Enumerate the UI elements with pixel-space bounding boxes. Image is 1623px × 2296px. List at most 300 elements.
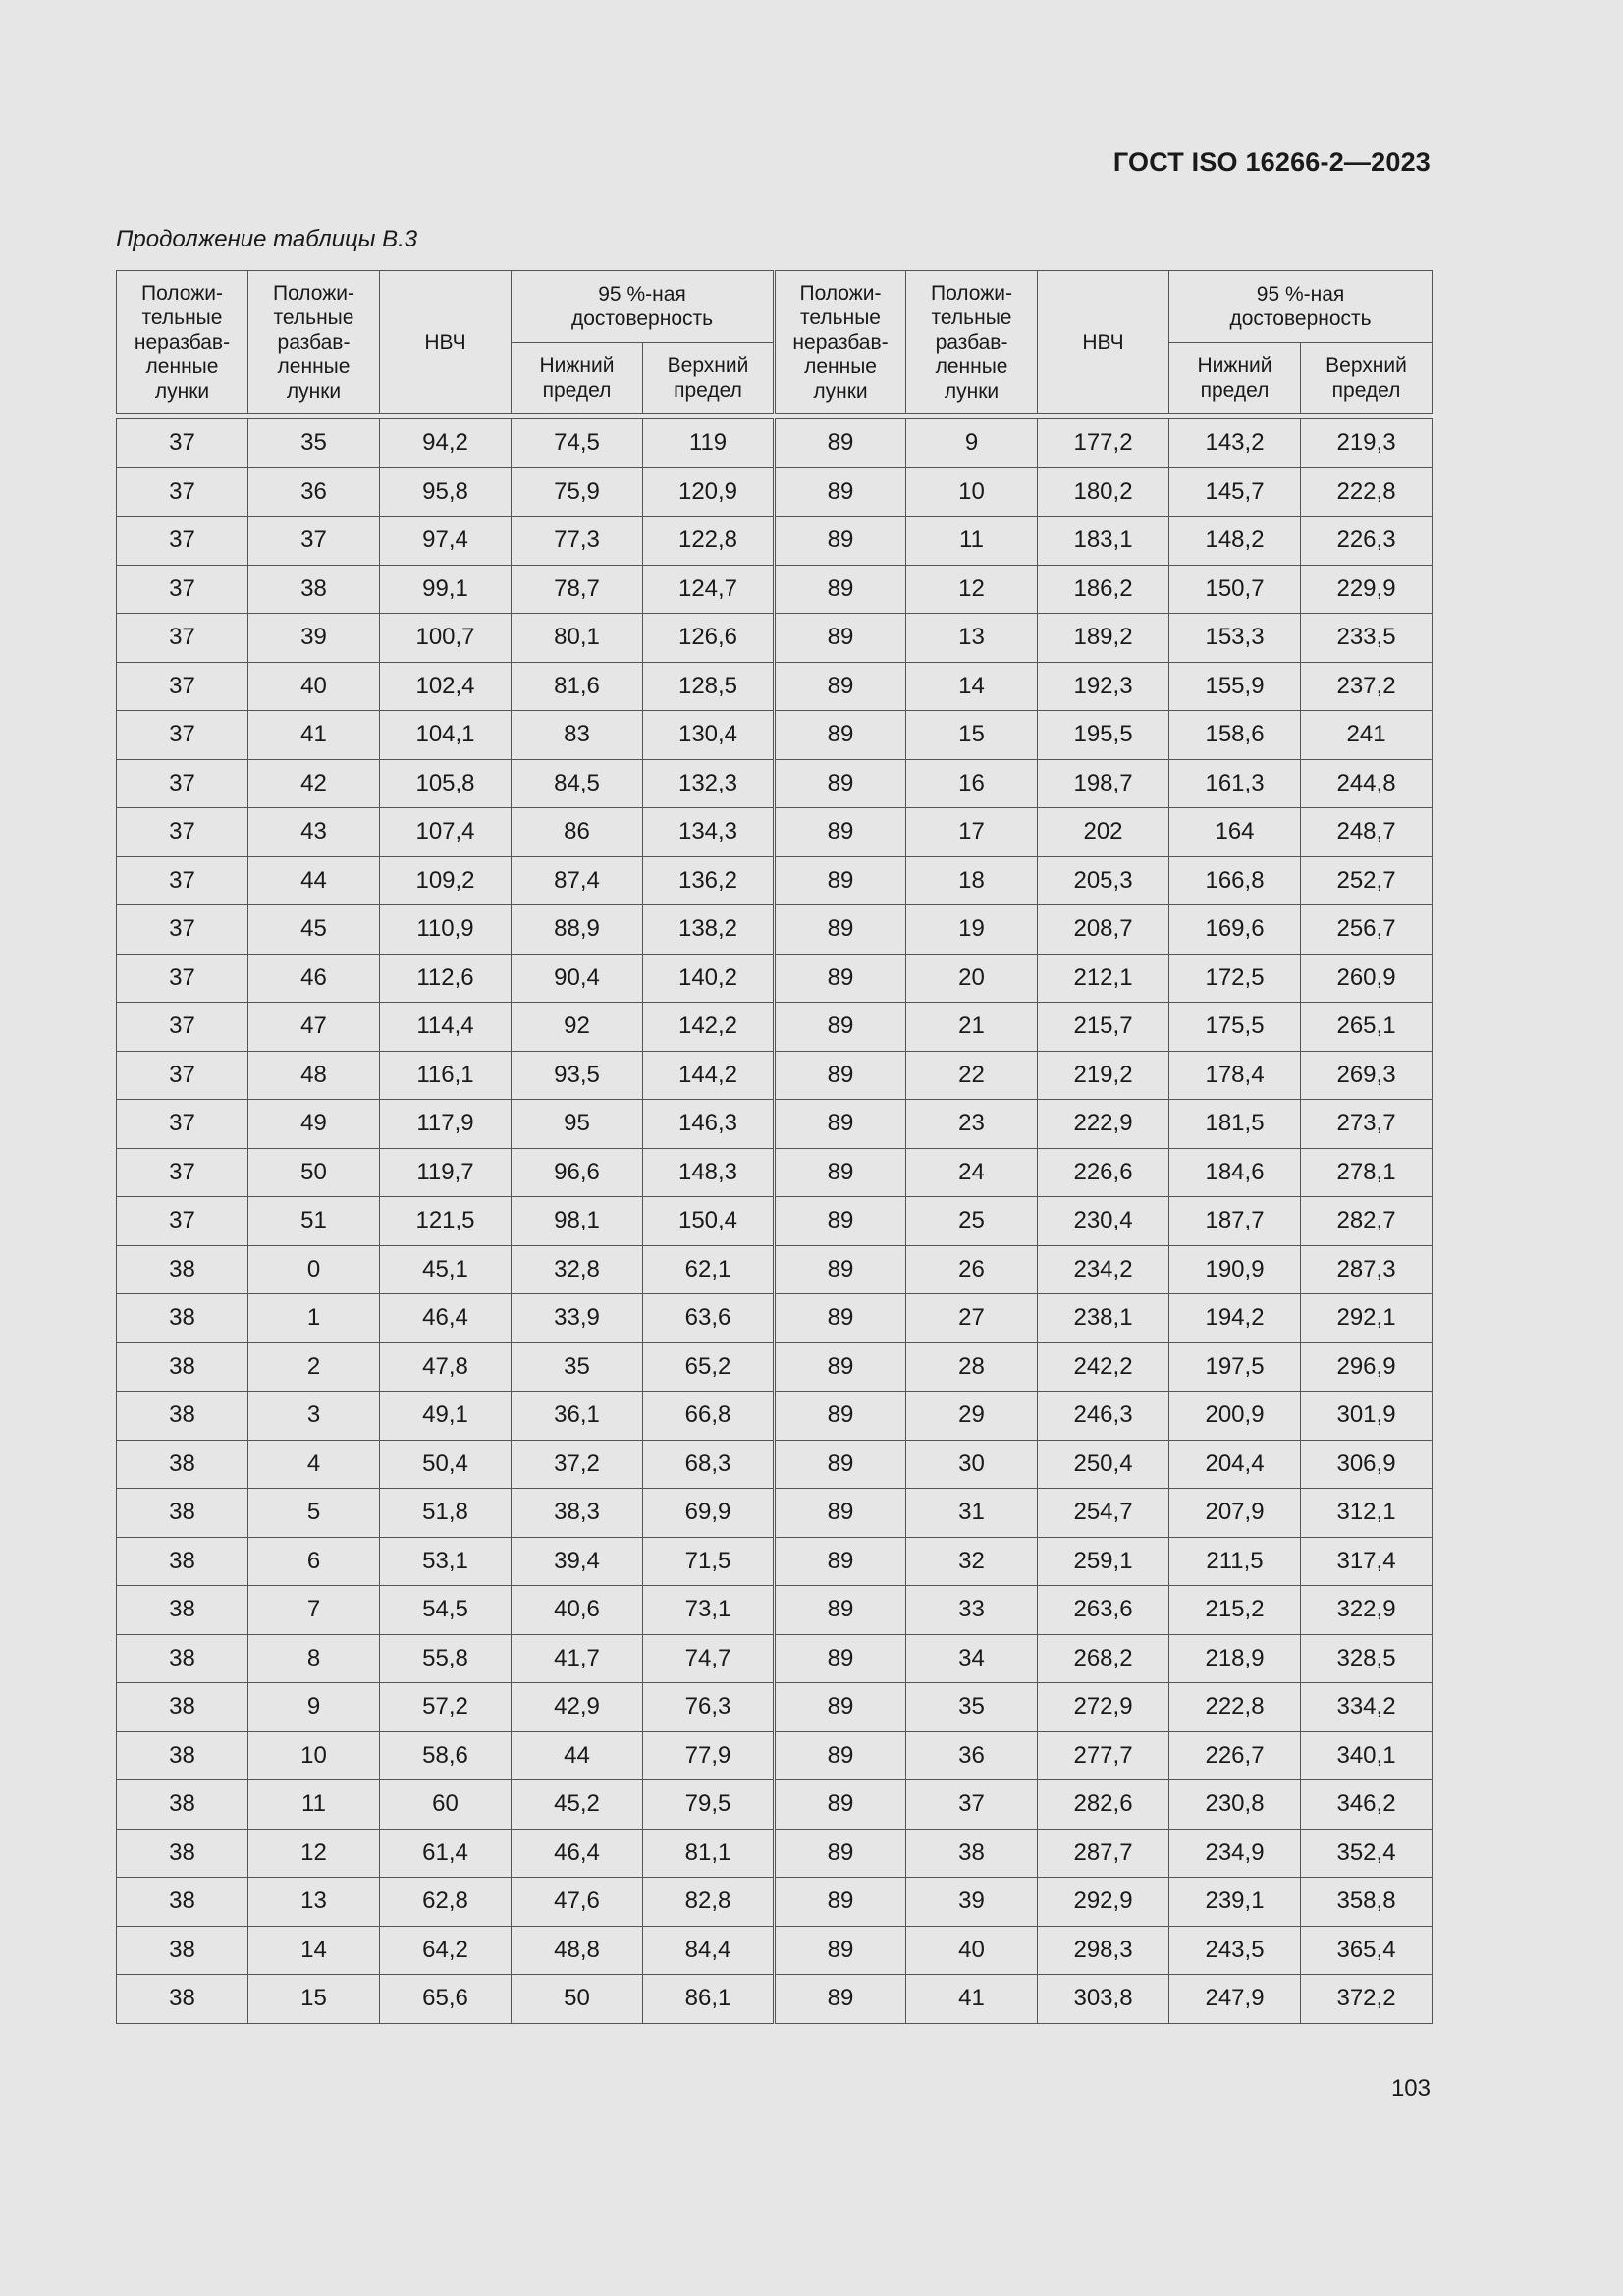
header-lower: Нижний предел (512, 343, 643, 414)
table-cell: 148,2 (1169, 517, 1301, 566)
table-cell: 84,4 (643, 1926, 775, 1975)
table-cell: 38,3 (512, 1489, 643, 1538)
header-confidence: 95 %-ная достоверность (512, 271, 775, 343)
table-cell: 87,4 (512, 856, 643, 905)
table-cell: 37 (906, 1780, 1038, 1830)
table-cell: 18 (906, 856, 1038, 905)
table-cell: 303,8 (1038, 1975, 1169, 2024)
table-row (117, 1342, 1433, 1392)
table-cell: 177,2 (1038, 419, 1169, 468)
table-cell: 76,3 (643, 1683, 775, 1732)
table-cell: 37 (117, 954, 248, 1003)
table-cell: 226,6 (1038, 1148, 1169, 1197)
table-cell: 37 (117, 1051, 248, 1100)
table-cell: 119,7 (380, 1148, 512, 1197)
table-cell: 207,9 (1169, 1489, 1301, 1538)
table-cell: 38 (117, 1975, 248, 2024)
table-row (117, 1829, 1433, 1878)
table-cell: 37 (117, 517, 248, 566)
table-cell: 43 (248, 808, 380, 857)
table-cell: 187,7 (1169, 1197, 1301, 1246)
table-cell: 62,8 (380, 1878, 512, 1927)
table-cell: 50,4 (380, 1440, 512, 1489)
table-cell: 222,9 (1038, 1100, 1169, 1149)
table-header (117, 271, 1433, 419)
table-cell: 36 (248, 467, 380, 517)
table-cell: 89 (775, 467, 906, 517)
table-cell: 116,1 (380, 1051, 512, 1100)
table-cell: 74,7 (643, 1634, 775, 1683)
table-cell: 150,4 (643, 1197, 775, 1246)
table-cell: 117,9 (380, 1100, 512, 1149)
table-cell: 4 (248, 1440, 380, 1489)
table-cell: 130,4 (643, 711, 775, 760)
table-cell: 10 (248, 1731, 380, 1780)
table-row (117, 856, 1433, 905)
table-cell: 124,7 (643, 565, 775, 614)
table-cell: 69,9 (643, 1489, 775, 1538)
table-cell: 37 (117, 419, 248, 468)
table-cell: 89 (775, 1731, 906, 1780)
table-cell: 80,1 (512, 614, 643, 663)
table-row (117, 711, 1433, 760)
table-cell: 50 (248, 1148, 380, 1197)
table-cell: 100,7 (380, 614, 512, 663)
table-row (117, 1197, 1433, 1246)
table-cell: 186,2 (1038, 565, 1169, 614)
table-cell: 89 (775, 954, 906, 1003)
table-cell: 6 (248, 1537, 380, 1586)
table-cell: 35 (906, 1683, 1038, 1732)
table-cell: 104,1 (380, 711, 512, 760)
table-cell: 89 (775, 1294, 906, 1343)
header-positive-diluted: Положи- тельные разбав- ленные лунки (906, 271, 1038, 414)
header-upper: Верхний предел (643, 343, 775, 414)
table-row (117, 565, 1433, 614)
table-row (117, 1003, 1433, 1052)
table-cell: 277,7 (1038, 1731, 1169, 1780)
table-cell: 142,2 (643, 1003, 775, 1052)
table-cell: 39 (906, 1878, 1038, 1927)
table-cell: 192,3 (1038, 662, 1169, 711)
table-cell: 49,1 (380, 1392, 512, 1441)
table-cell: 39 (248, 614, 380, 663)
table-cell: 46,4 (512, 1829, 643, 1878)
table-cell: 273,7 (1301, 1100, 1433, 1149)
table-cell: 272,9 (1038, 1683, 1169, 1732)
table-cell: 34 (906, 1634, 1038, 1683)
table-cell: 38 (906, 1829, 1038, 1878)
table-cell: 3 (248, 1392, 380, 1441)
table-cell: 189,2 (1038, 614, 1169, 663)
table-cell: 62,1 (643, 1245, 775, 1294)
table-cell: 346,2 (1301, 1780, 1433, 1830)
table-cell: 148,3 (643, 1148, 775, 1197)
table-cell: 138,2 (643, 905, 775, 955)
table-cell: 78,7 (512, 565, 643, 614)
table-cell: 233,5 (1301, 614, 1433, 663)
table-cell: 65,6 (380, 1975, 512, 2024)
table-cell: 119 (643, 419, 775, 468)
table-cell: 38 (117, 1731, 248, 1780)
table-cell: 215,2 (1169, 1586, 1301, 1635)
table-cell: 99,1 (380, 565, 512, 614)
table-cell: 352,4 (1301, 1829, 1433, 1878)
table-cell: 150,7 (1169, 565, 1301, 614)
table-row (117, 1634, 1433, 1683)
table-row (117, 614, 1433, 663)
table-cell: 158,6 (1169, 711, 1301, 760)
table-cell: 71,5 (643, 1537, 775, 1586)
table-cell: 112,6 (380, 954, 512, 1003)
table-cell: 96,6 (512, 1148, 643, 1197)
table-cell: 243,5 (1169, 1926, 1301, 1975)
table-cell: 93,5 (512, 1051, 643, 1100)
table-cell: 254,7 (1038, 1489, 1169, 1538)
table-cell: 184,6 (1169, 1148, 1301, 1197)
table-cell: 38 (117, 1342, 248, 1392)
table-cell: 134,3 (643, 808, 775, 857)
table-row (117, 1294, 1433, 1343)
table-cell: 128,5 (643, 662, 775, 711)
table-cell: 28 (906, 1342, 1038, 1392)
table-cell: 8 (248, 1634, 380, 1683)
table-cell: 61,4 (380, 1829, 512, 1878)
table-cell: 7 (248, 1586, 380, 1635)
table-cell: 25 (906, 1197, 1038, 1246)
table-cell: 94,2 (380, 419, 512, 468)
table-cell: 0 (248, 1245, 380, 1294)
table-cell: 86 (512, 808, 643, 857)
table-cell: 37 (248, 517, 380, 566)
header-mpn: НВЧ (380, 271, 512, 414)
table-cell: 88,9 (512, 905, 643, 955)
table-cell: 89 (775, 1829, 906, 1878)
table-cell: 161,3 (1169, 759, 1301, 808)
table-cell: 37 (117, 759, 248, 808)
table-cell: 263,6 (1038, 1586, 1169, 1635)
table-cell: 269,3 (1301, 1051, 1433, 1100)
table-cell: 208,7 (1038, 905, 1169, 955)
table-row (117, 1683, 1433, 1732)
table-cell: 89 (775, 1392, 906, 1441)
table-cell: 109,2 (380, 856, 512, 905)
table-cell: 37 (117, 808, 248, 857)
table-cell: 9 (248, 1683, 380, 1732)
table-cell: 306,9 (1301, 1440, 1433, 1489)
table-cell: 296,9 (1301, 1342, 1433, 1392)
table-cell: 92 (512, 1003, 643, 1052)
table-cell: 36,1 (512, 1392, 643, 1441)
table-cell: 122,8 (643, 517, 775, 566)
table-cell: 226,3 (1301, 517, 1433, 566)
table-cell: 89 (775, 1245, 906, 1294)
table-cell: 68,3 (643, 1440, 775, 1489)
table-cell: 37,2 (512, 1440, 643, 1489)
table-cell: 89 (775, 517, 906, 566)
table-cell: 328,5 (1301, 1634, 1433, 1683)
table-cell: 44 (512, 1731, 643, 1780)
table-cell: 197,5 (1169, 1342, 1301, 1392)
table-cell: 35 (248, 419, 380, 468)
table-cell: 39,4 (512, 1537, 643, 1586)
table-cell: 144,2 (643, 1051, 775, 1100)
table-cell: 114,4 (380, 1003, 512, 1052)
table-cell: 21 (906, 1003, 1038, 1052)
table-cell: 238,1 (1038, 1294, 1169, 1343)
table-cell: 97,4 (380, 517, 512, 566)
table-cell: 247,9 (1169, 1975, 1301, 2024)
table-cell: 244,8 (1301, 759, 1433, 808)
table-cell: 175,5 (1169, 1003, 1301, 1052)
table-cell: 234,9 (1169, 1829, 1301, 1878)
table-cell: 83 (512, 711, 643, 760)
table-cell: 29 (906, 1392, 1038, 1441)
table-cell: 89 (775, 1926, 906, 1975)
table-cell: 102,4 (380, 662, 512, 711)
table-row (117, 1489, 1433, 1538)
table-cell: 38 (248, 565, 380, 614)
table-cell: 37 (117, 565, 248, 614)
table-cell: 10 (906, 467, 1038, 517)
table-cell: 301,9 (1301, 1392, 1433, 1441)
table-cell: 36 (906, 1731, 1038, 1780)
table-cell: 317,4 (1301, 1537, 1433, 1586)
table-cell: 237,2 (1301, 662, 1433, 711)
table-cell: 11 (248, 1780, 380, 1830)
table-body (117, 419, 1433, 2024)
header-positive-unbranched: Положи- тельные неразбав- ленные лунки (775, 271, 906, 414)
table-cell: 15 (248, 1975, 380, 2024)
table-cell: 334,2 (1301, 1683, 1433, 1732)
table-cell: 365,4 (1301, 1926, 1433, 1975)
table-cell: 30 (906, 1440, 1038, 1489)
table-cell: 89 (775, 662, 906, 711)
table-cell: 45,2 (512, 1780, 643, 1830)
table-cell: 178,4 (1169, 1051, 1301, 1100)
table-cell: 202 (1038, 808, 1169, 857)
table-cell: 12 (906, 565, 1038, 614)
table-cell: 89 (775, 1003, 906, 1052)
table-cell: 27 (906, 1294, 1038, 1343)
table-cell: 74,5 (512, 419, 643, 468)
table-cell: 198,7 (1038, 759, 1169, 808)
header-lower: Нижний предел (1169, 343, 1301, 414)
table-cell: 5 (248, 1489, 380, 1538)
table-cell: 32,8 (512, 1245, 643, 1294)
table-row (117, 1975, 1433, 2024)
table-cell: 37 (117, 1003, 248, 1052)
table-cell: 58,6 (380, 1731, 512, 1780)
table-cell: 46 (248, 954, 380, 1003)
table-cell: 89 (775, 1780, 906, 1830)
table-cell: 265,1 (1301, 1003, 1433, 1052)
table-cell: 89 (775, 1537, 906, 1586)
table-cell: 140,2 (643, 954, 775, 1003)
document-header: ГОСТ ISO 16266-2—2023 (1112, 147, 1431, 177)
table-row (117, 1100, 1433, 1149)
table-cell: 38 (117, 1634, 248, 1683)
table-cell: 95 (512, 1100, 643, 1149)
table-cell: 20 (906, 954, 1038, 1003)
table-cell: 222,8 (1169, 1683, 1301, 1732)
table-cell: 42 (248, 759, 380, 808)
table-row (117, 759, 1433, 808)
table-cell: 89 (775, 419, 906, 468)
table-cell: 14 (248, 1926, 380, 1975)
table-cell: 37 (117, 614, 248, 663)
table-cell: 107,4 (380, 808, 512, 857)
table-cell: 33,9 (512, 1294, 643, 1343)
table-cell: 164 (1169, 808, 1301, 857)
table-cell: 51 (248, 1197, 380, 1246)
table-cell: 89 (775, 905, 906, 955)
table-cell: 89 (775, 1342, 906, 1392)
table-cell: 15 (906, 711, 1038, 760)
table-cell: 24 (906, 1148, 1038, 1197)
table-cell: 84,5 (512, 759, 643, 808)
table-row (117, 467, 1433, 517)
table-cell: 47,8 (380, 1342, 512, 1392)
table-cell: 31 (906, 1489, 1038, 1538)
table-cell: 37 (117, 662, 248, 711)
table-cell: 153,3 (1169, 614, 1301, 663)
table-row (117, 517, 1433, 566)
table-cell: 340,1 (1301, 1731, 1433, 1780)
table-cell: 194,2 (1169, 1294, 1301, 1343)
table-cell: 282,7 (1301, 1197, 1433, 1246)
table-cell: 38 (117, 1392, 248, 1441)
mpn-table (116, 270, 1433, 2024)
table-cell: 98,1 (512, 1197, 643, 1246)
table-cell: 259,1 (1038, 1537, 1169, 1586)
table-row (117, 419, 1433, 468)
table-cell: 37 (117, 905, 248, 955)
table-cell: 14 (906, 662, 1038, 711)
table-cell: 9 (906, 419, 1038, 468)
table-cell: 89 (775, 1683, 906, 1732)
table-cell: 229,9 (1301, 565, 1433, 614)
table-cell: 190,9 (1169, 1245, 1301, 1294)
table-cell: 89 (775, 1975, 906, 2024)
table-cell: 86,1 (643, 1975, 775, 2024)
table-cell: 23 (906, 1100, 1038, 1149)
table-cell: 13 (248, 1878, 380, 1927)
table-cell: 11 (906, 517, 1038, 566)
header-positive-unbranched: Положи- тельные неразбав- ленные лунки (117, 271, 248, 414)
table-cell: 89 (775, 856, 906, 905)
table-row (117, 1586, 1433, 1635)
table-cell: 287,3 (1301, 1245, 1433, 1294)
table-cell: 89 (775, 1197, 906, 1246)
table-cell: 51,8 (380, 1489, 512, 1538)
table-row (117, 808, 1433, 857)
table-cell: 105,8 (380, 759, 512, 808)
table-cell: 37 (117, 711, 248, 760)
table-cell: 242,2 (1038, 1342, 1169, 1392)
table-cell: 89 (775, 1586, 906, 1635)
table-cell: 77,9 (643, 1731, 775, 1780)
table-cell: 180,2 (1038, 467, 1169, 517)
table-row (117, 1148, 1433, 1197)
table-cell: 260,9 (1301, 954, 1433, 1003)
table-cell: 230,8 (1169, 1780, 1301, 1830)
table-cell: 17 (906, 808, 1038, 857)
table-cell: 38 (117, 1926, 248, 1975)
table-cell: 38 (117, 1683, 248, 1732)
table-row (117, 662, 1433, 711)
table-cell: 183,1 (1038, 517, 1169, 566)
table-cell: 13 (906, 614, 1038, 663)
table-cell: 89 (775, 614, 906, 663)
table-cell: 322,9 (1301, 1586, 1433, 1635)
table-cell: 219,3 (1301, 419, 1433, 468)
table-cell: 22 (906, 1051, 1038, 1100)
table-cell: 65,2 (643, 1342, 775, 1392)
header-positive-diluted: Положи- тельные разбав- ленные лунки (248, 271, 380, 414)
table-cell: 126,6 (643, 614, 775, 663)
header-upper: Верхний предел (1301, 343, 1433, 414)
table-cell: 234,2 (1038, 1245, 1169, 1294)
table-cell: 250,4 (1038, 1440, 1169, 1489)
table-cell: 12 (248, 1829, 380, 1878)
table-cell: 292,1 (1301, 1294, 1433, 1343)
table-cell: 256,7 (1301, 905, 1433, 955)
table-cell: 40,6 (512, 1586, 643, 1635)
table-cell: 200,9 (1169, 1392, 1301, 1441)
table-cell: 132,3 (643, 759, 775, 808)
table-row (117, 1051, 1433, 1100)
table-cell: 45 (248, 905, 380, 955)
table-cell: 48,8 (512, 1926, 643, 1975)
table-cell: 89 (775, 1148, 906, 1197)
table-cell: 222,8 (1301, 467, 1433, 517)
table-cell: 38 (117, 1489, 248, 1538)
table-cell: 226,7 (1169, 1731, 1301, 1780)
table-cell: 121,5 (380, 1197, 512, 1246)
table-cell: 89 (775, 1051, 906, 1100)
table-cell: 66,8 (643, 1392, 775, 1441)
table-cell: 73,1 (643, 1586, 775, 1635)
table-row (117, 954, 1433, 1003)
table-cell: 40 (906, 1926, 1038, 1975)
table-row (117, 1731, 1433, 1780)
table-cell: 278,1 (1301, 1148, 1433, 1197)
table-cell: 37 (117, 1148, 248, 1197)
table-cell: 89 (775, 1878, 906, 1927)
table-cell: 110,9 (380, 905, 512, 955)
table-caption: Продолжение таблицы В.3 (116, 226, 418, 252)
table-cell: 246,3 (1038, 1392, 1169, 1441)
table-cell: 35 (512, 1342, 643, 1392)
table-cell: 48 (248, 1051, 380, 1100)
table-row (117, 1780, 1433, 1830)
table-cell: 44 (248, 856, 380, 905)
table-cell: 82,8 (643, 1878, 775, 1927)
table-cell: 16 (906, 759, 1038, 808)
table-cell: 54,5 (380, 1586, 512, 1635)
table-cell: 26 (906, 1245, 1038, 1294)
table-row (117, 1878, 1433, 1927)
table-cell: 81,6 (512, 662, 643, 711)
table-cell: 37 (117, 467, 248, 517)
table-cell: 248,7 (1301, 808, 1433, 857)
table-cell: 53,1 (380, 1537, 512, 1586)
table-cell: 358,8 (1301, 1878, 1433, 1927)
table-cell: 239,1 (1169, 1878, 1301, 1927)
table-cell: 120,9 (643, 467, 775, 517)
table-cell: 195,5 (1038, 711, 1169, 760)
